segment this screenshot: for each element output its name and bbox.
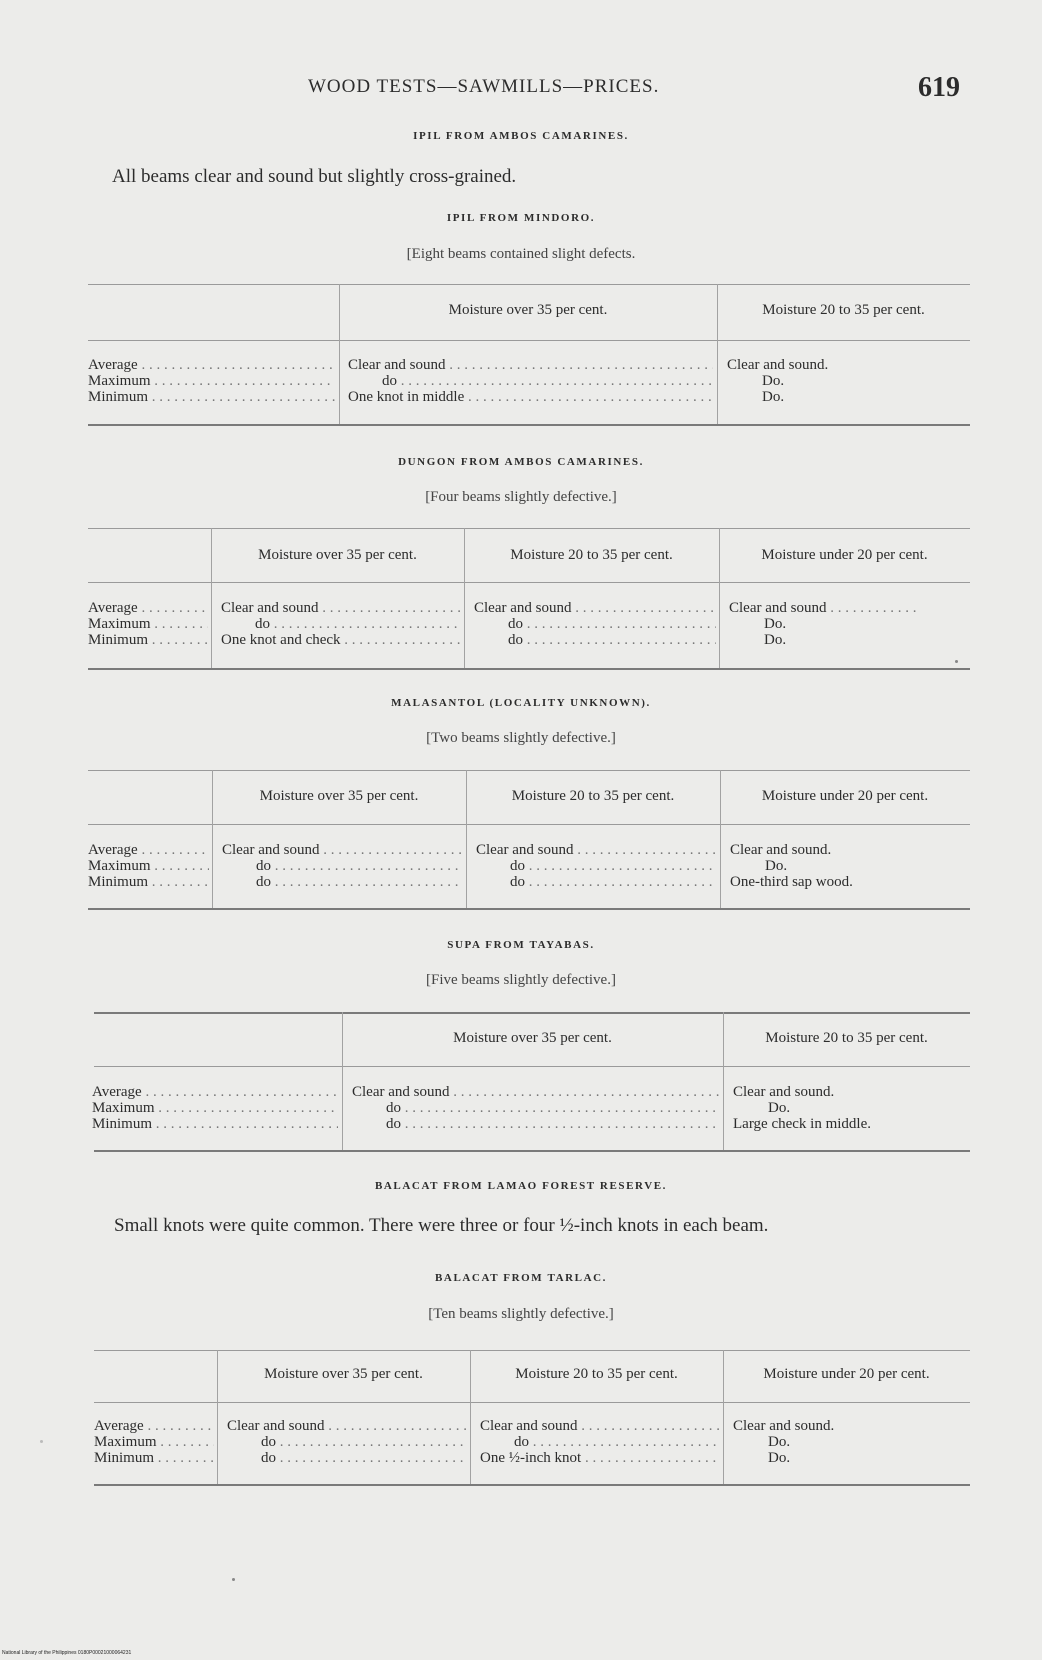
table-cell: One-third sap wood. — [730, 874, 853, 890]
table-cell: Do. — [764, 616, 787, 632]
column-header: Moisture 20 to 35 per cent. — [510, 547, 673, 563]
table-cell: Clear and sound . . . — [222, 842, 463, 858]
table-cell: do . . . — [227, 1434, 467, 1450]
column-header: Moisture 20 to 35 per cent. — [515, 1366, 678, 1382]
row-label: Maximum . . . — [94, 1434, 214, 1450]
table-cell: One knot and check . . . — [221, 632, 461, 648]
table-rule — [88, 284, 970, 285]
scan-speck — [232, 1578, 235, 1581]
table-rule — [88, 340, 970, 341]
section-note: [Two beams slightly defective.] — [426, 730, 616, 746]
table-cell: Clear and sound. — [727, 357, 829, 373]
row-label: Average . . . — [88, 357, 335, 373]
section-note: [Ten beams slightly defective.] — [428, 1306, 614, 1322]
table-cell: Clear and sound . . . — [480, 1418, 720, 1434]
table-cell: do . . . — [352, 1116, 720, 1132]
running-head — [0, 72, 1042, 102]
table-cell: Do. — [762, 389, 785, 405]
table-cell: do . . . — [480, 1434, 720, 1450]
section-heading: BALACAT FROM LAMAO FOREST RESERVE. — [374, 1180, 668, 1192]
table-cell: One ½-inch knot . . . — [480, 1450, 720, 1466]
row-label: Maximum . . . — [92, 1100, 338, 1116]
section-heading: IPIL FROM AMBOS CAMARINES. — [413, 130, 629, 142]
table-cell: Do. — [762, 373, 785, 389]
table-rule — [88, 908, 970, 910]
table-cell: One knot in middle . . . — [348, 389, 713, 405]
running-title: WOOD TESTS—SAWMILLS—PRICES. — [308, 76, 660, 97]
table-rule — [88, 528, 970, 529]
row-label: Average . . . — [92, 1084, 338, 1100]
row-label: Maximum . . . — [88, 616, 208, 632]
row-label: Maximum . . . — [88, 858, 209, 874]
table-cell: Clear and sound. — [730, 842, 832, 858]
row-label: Average . . . — [94, 1418, 214, 1434]
column-header: Moisture 20 to 35 per cent. — [765, 1030, 928, 1046]
table-rule — [94, 1066, 970, 1067]
table-cell: do . . . — [476, 874, 717, 890]
table-rule — [88, 668, 970, 670]
table-rule — [88, 582, 970, 583]
section-heading: SUPA FROM TAYABAS. — [447, 939, 595, 951]
table-cell: do . . . — [227, 1450, 467, 1466]
table-cell: Clear and sound. — [733, 1084, 835, 1100]
table-cell: Clear and sound . . . — [352, 1084, 720, 1100]
row-label: Minimum . . . — [88, 874, 209, 890]
table-cell: Clear and sound. — [733, 1418, 835, 1434]
column-header: Moisture over 35 per cent. — [453, 1030, 612, 1046]
section-heading: BALACAT FROM TARLAC. — [434, 1272, 608, 1284]
table-rule — [94, 1150, 970, 1152]
column-header: Moisture under 20 per cent. — [761, 547, 928, 563]
table-cell: do . . . — [474, 632, 716, 648]
table-rule — [94, 1350, 970, 1351]
row-label: Average . . . — [88, 842, 209, 858]
table-cell: Do. — [768, 1100, 791, 1116]
section-note: [Five beams slightly defective.] — [426, 972, 616, 988]
row-label: Minimum . . . — [92, 1116, 338, 1132]
column-header: Moisture 20 to 35 per cent. — [762, 302, 925, 318]
table-rule — [94, 1402, 970, 1403]
row-label: Average . . . — [88, 600, 208, 616]
section-note: [Eight beams contained slight defects. — [406, 246, 636, 262]
section-paragraph: All beams clear and sound but slightly cross-grained. — [112, 166, 517, 187]
scan-speck — [955, 660, 958, 663]
table-cell: Clear and sound . . . — [221, 600, 461, 616]
table-cell: Clear and sound . . . — [729, 600, 919, 616]
section-heading: DUNGON FROM AMBOS CAMARINES. — [398, 456, 644, 468]
table-rule — [88, 424, 970, 426]
table-cell: Do. — [768, 1434, 791, 1450]
row-label: Minimum . . . — [88, 632, 208, 648]
section-paragraph: Small knots were quite common. There were three or four ½-inch knots in each beam. — [114, 1215, 769, 1236]
section-heading: MALASANTOL (LOCALITY UNKNOWN). — [391, 697, 651, 709]
column-header: Moisture under 20 per cent. — [761, 788, 929, 804]
column-header: Moisture 20 to 35 per cent. — [511, 788, 675, 804]
row-label: Maximum . . . — [88, 373, 335, 389]
row-label: Minimum . . . — [88, 389, 335, 405]
column-header: Moisture over 35 per cent. — [258, 547, 417, 563]
table-cell: Do. — [768, 1450, 791, 1466]
table-cell: do . . . — [476, 858, 717, 874]
table-cell: Clear and sound . . . — [227, 1418, 467, 1434]
table-cell: Clear and sound . . . — [476, 842, 717, 858]
table-cell: Clear and sound . . . — [348, 357, 713, 373]
scan-speck — [40, 1440, 43, 1443]
table-cell: do . . . — [352, 1100, 720, 1116]
column-header: Moisture over 35 per cent. — [259, 788, 419, 804]
scan-footer: National Library of the Philippines 0180P00021000064231 — [2, 1650, 132, 1656]
table-cell: do . . . — [474, 616, 716, 632]
table-cell: do . . . — [222, 874, 463, 890]
column-header: Moisture over 35 per cent. — [264, 1366, 423, 1382]
table-rule — [94, 1484, 970, 1486]
table-cell: do . . . — [222, 858, 463, 874]
section-note: [Four beams slightly defective.] — [425, 489, 617, 505]
row-label: Minimum . . . — [94, 1450, 214, 1466]
section-heading: IPIL FROM MINDORO. — [446, 212, 596, 224]
column-header: Moisture under 20 per cent. — [763, 1366, 930, 1382]
table-cell: Large check in middle. — [733, 1116, 872, 1132]
column-header: Moisture over 35 per cent. — [448, 302, 608, 318]
table-cell: Do. — [764, 632, 787, 648]
table-rule — [88, 824, 970, 825]
table-cell: Do. — [765, 858, 788, 874]
table-rule — [94, 1012, 970, 1014]
table-cell: Clear and sound . . . — [474, 600, 716, 616]
table-rule — [88, 770, 970, 771]
page-number: 619 — [918, 72, 960, 103]
table-cell: do . . . — [348, 373, 713, 389]
table-cell: do . . . — [221, 616, 461, 632]
